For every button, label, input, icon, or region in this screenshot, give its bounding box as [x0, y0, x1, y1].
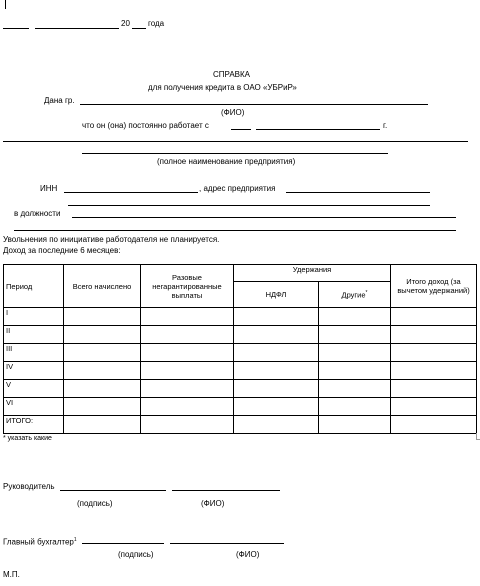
accountant-mark: 1	[73, 537, 77, 543]
company-hint: (полное наименование предприятия)	[157, 157, 296, 166]
address-field-line-2[interactable]	[68, 205, 430, 206]
cell-other[interactable]	[319, 380, 391, 398]
row-period: II	[4, 326, 64, 344]
accountant-label	[3, 535, 77, 548]
cell-net[interactable]	[391, 362, 477, 380]
cell-total[interactable]	[64, 416, 141, 434]
cell-other[interactable]	[319, 308, 391, 326]
cell-other[interactable]	[319, 362, 391, 380]
income-text: Доход за последние 6 месяцев:	[3, 246, 121, 255]
col-header-ndfl: НДФЛ	[234, 282, 319, 308]
cell-other[interactable]	[319, 416, 391, 434]
table-row-total	[4, 416, 477, 434]
col-header-other	[319, 282, 391, 308]
fio-hint: (ФИО)	[221, 108, 245, 117]
company-field-line-1[interactable]	[3, 141, 468, 142]
cell-onetime[interactable]	[141, 362, 234, 380]
position-label: в должности	[14, 209, 61, 218]
head-sign-hint: (подпись)	[77, 499, 113, 508]
col-header-total: Всего начислено	[64, 265, 141, 308]
cell-total[interactable]	[64, 398, 141, 416]
position-field-line-1[interactable]	[72, 217, 456, 218]
cell-onetime[interactable]	[141, 326, 234, 344]
cell-net[interactable]	[391, 398, 477, 416]
cell-ndfl[interactable]	[234, 398, 319, 416]
col-header-period: Период	[4, 265, 64, 308]
cell-ndfl[interactable]	[234, 344, 319, 362]
no-dismissal-text: Увольнения по инициативе работодателя не планируется.	[3, 235, 220, 244]
cell-net[interactable]	[391, 326, 477, 344]
cell-total[interactable]	[64, 362, 141, 380]
table-row	[4, 326, 477, 344]
text-cursor	[5, 0, 6, 9]
cell-total[interactable]	[64, 326, 141, 344]
accountant-sign-hint: (подпись)	[118, 550, 154, 559]
row-period-total: ИТОГО:	[4, 416, 64, 434]
inn-label: ИНН	[40, 184, 58, 193]
cell-total[interactable]	[64, 344, 141, 362]
cell-net[interactable]	[391, 380, 477, 398]
table-row	[4, 344, 477, 362]
col-header-deductions: Удержания	[234, 265, 391, 282]
cell-other[interactable]	[319, 398, 391, 416]
row-period: I	[4, 308, 64, 326]
address-field-line-1[interactable]	[286, 192, 430, 193]
row-period: VI	[4, 398, 64, 416]
row-period: III	[4, 344, 64, 362]
cell-onetime[interactable]	[141, 308, 234, 326]
cell-other[interactable]	[319, 344, 391, 362]
cell-onetime[interactable]	[141, 398, 234, 416]
col-header-net: Итого доход (за вычетом удержаний)	[391, 265, 477, 308]
date-day-blank[interactable]	[3, 28, 29, 29]
cell-onetime[interactable]	[141, 344, 234, 362]
document-title: СПРАВКА	[213, 70, 250, 79]
head-fio-field[interactable]	[172, 490, 280, 491]
works-since-day-field[interactable]	[231, 129, 251, 130]
col-header-other-mark: *	[365, 290, 368, 297]
cell-net[interactable]	[391, 416, 477, 434]
cell-ndfl[interactable]	[234, 416, 319, 434]
page-corner-mark	[476, 433, 480, 440]
accountant-label-text: Главный бухгалтер	[3, 537, 74, 547]
col-header-onetime: Разовые негарантированные выплаты	[141, 265, 234, 308]
cell-total[interactable]	[64, 308, 141, 326]
cell-ndfl[interactable]	[234, 308, 319, 326]
fio-field[interactable]	[80, 104, 428, 105]
date-month-blank[interactable]	[35, 28, 119, 29]
table-row	[4, 380, 477, 398]
cell-total[interactable]	[64, 380, 141, 398]
position-field-line-2[interactable]	[14, 230, 456, 231]
works-since-label: что он (она) постоянно работает с	[82, 121, 209, 130]
date-year-prefix: 20	[121, 19, 130, 28]
document-subtitle: для получения кредита в ОАО «УБРиР»	[148, 83, 297, 92]
col-header-other-label: Другие	[341, 290, 366, 300]
row-period: IV	[4, 362, 64, 380]
head-fio-hint: (ФИО)	[201, 499, 225, 508]
date-year-suffix: года	[148, 19, 165, 28]
income-table	[3, 264, 477, 434]
accountant-fio-hint: (ФИО)	[236, 550, 260, 559]
row-period: V	[4, 380, 64, 398]
works-since-date-field[interactable]	[256, 129, 380, 130]
table-row	[4, 398, 477, 416]
stamp-label: М.П.	[3, 570, 20, 579]
inn-field[interactable]	[64, 192, 198, 193]
date-year-blank[interactable]	[132, 28, 146, 29]
year-abbr: г.	[383, 121, 388, 130]
cell-onetime[interactable]	[141, 416, 234, 434]
table-row	[4, 362, 477, 380]
cell-other[interactable]	[319, 326, 391, 344]
cell-onetime[interactable]	[141, 380, 234, 398]
issued-to-label: Дана гр.	[44, 96, 75, 105]
cell-ndfl[interactable]	[234, 380, 319, 398]
cell-ndfl[interactable]	[234, 326, 319, 344]
company-field-line-2[interactable]	[82, 153, 388, 154]
cell-net[interactable]	[391, 308, 477, 326]
cell-ndfl[interactable]	[234, 362, 319, 380]
address-label: , адрес предприятия	[199, 184, 276, 193]
head-label: Руководитель	[3, 482, 55, 491]
table-row	[4, 308, 477, 326]
accountant-fio-field[interactable]	[170, 543, 284, 544]
footnote: * указать какие	[3, 435, 52, 442]
accountant-signature-field[interactable]	[82, 543, 164, 544]
cell-net[interactable]	[391, 344, 477, 362]
head-signature-field[interactable]	[60, 490, 166, 491]
